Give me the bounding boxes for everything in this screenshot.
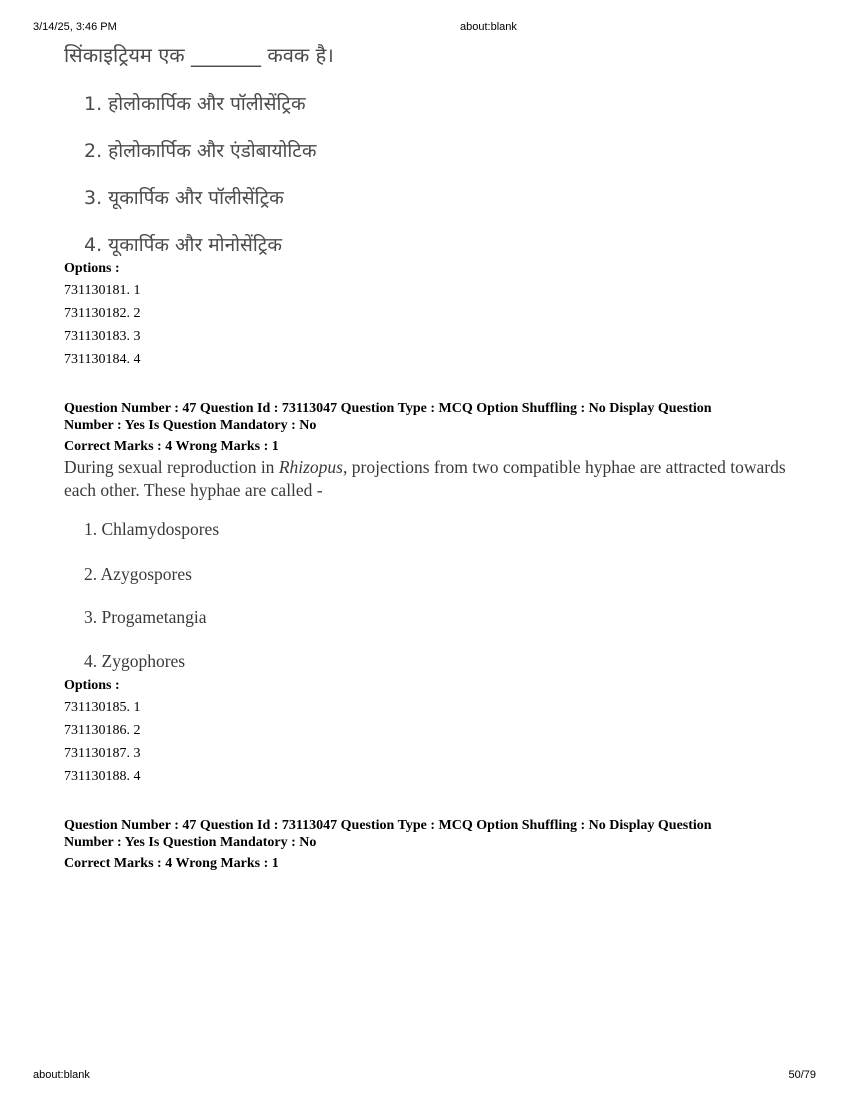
question-1-options-label: Options : — [64, 261, 120, 276]
footer-url: about:blank — [33, 1069, 90, 1081]
question-1-option-4: 4. यूकार्पिक और मोनोसेंट्रिक — [84, 234, 282, 256]
question-2-stem-italic: Rhizopus — [278, 457, 343, 477]
question-2-option-id-1: 731130185. 1 — [64, 700, 141, 715]
question-3-marks: Correct Marks : 4 Wrong Marks : 1 — [64, 856, 279, 871]
question-2-option-id-4: 731130188. 4 — [64, 769, 141, 784]
print-datetime: 3/14/25, 3:46 PM — [33, 21, 117, 33]
question-1-option-id-4: 731130184. 4 — [64, 352, 141, 367]
question-2-option-2: 2. Azygospores — [84, 564, 192, 584]
question-2-option-4: 4. Zygophores — [84, 651, 186, 671]
question-2-options-label: Options : — [64, 678, 120, 693]
question-1-option-2: 2. होलोकार्पिक और एंडोबायोटिक — [84, 140, 317, 162]
question-1-option-id-2: 731130182. 2 — [64, 306, 141, 321]
question-2-meta-line-1: Question Number : 47 Question Id : 73113047 Question Type : MCQ Option Shuffling : No Display Question — [64, 401, 712, 416]
question-3-meta-line-1: Question Number : 47 Question Id : 73113047 Question Type : MCQ Option Shuffling : No Display Question — [64, 818, 712, 833]
question-2-stem-start: During sexual reproduction in — [64, 457, 279, 477]
question-2-meta-line-2: Number : Yes Is Question Mandatory : No — [64, 418, 317, 433]
question-1-option-1: 1. होलोकार्पिक और पॉलीसेंट्रिक — [84, 93, 306, 115]
question-2-marks: Correct Marks : 4 Wrong Marks : 1 — [64, 439, 279, 454]
print-title: about:blank — [460, 21, 517, 33]
question-1-stem: सिंकाइट्रियम एक _______ कवक है। — [64, 43, 334, 67]
question-2-option-id-3: 731130187. 3 — [64, 746, 141, 761]
question-2-option-3: 3. Progametangia — [84, 607, 207, 627]
question-2-option-1: 1. Chlamydospores — [84, 519, 220, 539]
question-1-option-id-1: 731130181. 1 — [64, 283, 141, 298]
question-1-option-3: 3. यूकार्पिक और पॉलीसेंट्रिक — [84, 187, 284, 209]
question-2-stem-end: , projections from two compatible hyphae are attracted towards each other. These hyphae are called - — [64, 457, 786, 500]
question-2-stem — [64, 456, 794, 502]
question-3-meta — [64, 817, 784, 872]
page-number: 50/79 — [788, 1069, 816, 1081]
question-2-meta — [64, 400, 784, 455]
question-2-option-id-2: 731130186. 2 — [64, 723, 141, 738]
question-3-meta-line-2: Number : Yes Is Question Mandatory : No — [64, 835, 317, 850]
question-1-option-id-3: 731130183. 3 — [64, 329, 141, 344]
